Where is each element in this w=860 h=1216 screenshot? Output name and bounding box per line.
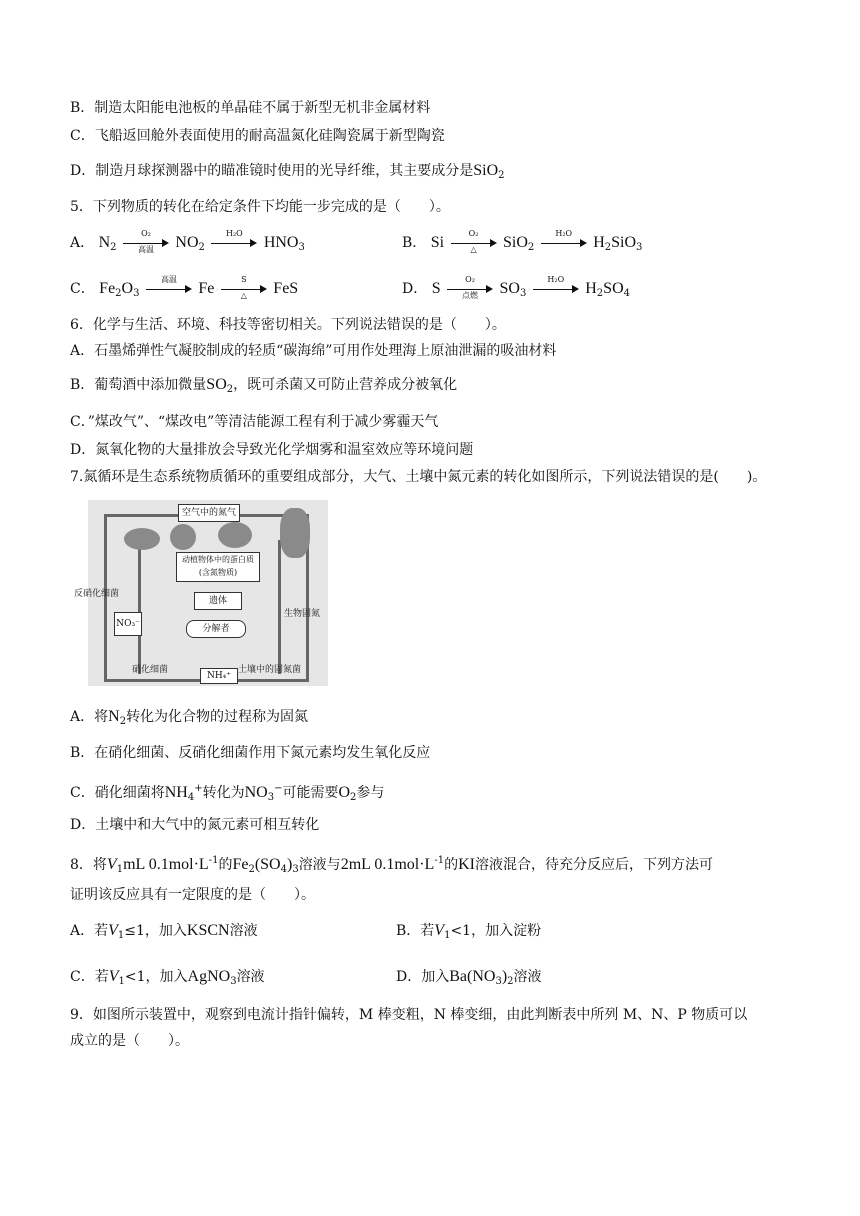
figure-nitrify-label: 硝化细菌 <box>132 665 169 675</box>
q5-option-a: A． $N_2$ O₂ 高温 $NO_2$ H₂O $HNO_3$ <box>70 229 305 254</box>
figure-decomposer-box: 分解者 <box>186 620 246 638</box>
q4-option-d: D．制造月球探测器中的瞄准镜时使用的光导纤维，其主要成分是SiO$_2$ <box>70 162 505 181</box>
q6-option-c: C．”煤改气”、“煤改电”等清洁能源工程有利于减少雾霾天气 <box>70 414 439 430</box>
q6-option-b: B．葡萄酒中添加微量$SO_2$，既可杀菌又可防止营养成分被氧化 <box>70 376 458 395</box>
q6-option-a: A．石墨烯弹性气凝胶制成的轻质“碳海绵”可用作处理海上原油泄漏的吸油材料 <box>70 343 557 359</box>
figure-soil-fix-label: 土壤中的固氮菌 <box>238 665 302 675</box>
figure-bio-fix-label: 生物固氮 <box>284 609 321 619</box>
q7-option-d: D．土壤中和大气中的氮元素可相互转化 <box>70 817 320 833</box>
q5-stem: 5．下列物质的转化在给定条件下均能一步完成的是（ ）。 <box>70 199 450 215</box>
q7-option-a: A．将$N_2$转化为化合物的过程称为固氮 <box>70 708 309 727</box>
figure-denitrify-label: 反硝化细菌 <box>74 589 120 599</box>
reaction-arrow-icon: 高温 <box>146 281 192 297</box>
q4-option-c: C．飞船返回舱外表面使用的耐高温氮化硅陶瓷属于新型陶瓷 <box>70 128 445 144</box>
q8-stem-line2: 证明该反应具有一定限度的是（ ）。 <box>70 887 315 903</box>
figure-nh4-box: NH₄⁺ <box>200 668 238 684</box>
q4-option-b: B．制造太阳能电池板的单晶硅不属于新型无机非金属材料 <box>70 100 431 116</box>
q7-stem: 7.氮循环是生态系统物质循环的重要组成部分，大气、土壤中氮元素的转化如图所示，下列说法错误的是( )。 <box>70 469 767 485</box>
reaction-arrow-icon: O₂ 点燃 <box>447 281 493 297</box>
q7-option-b: B．在硝化细菌、反硝化细菌作用下氮元素均发生氧化反应 <box>70 745 431 761</box>
tree-icon <box>280 508 310 558</box>
figure-remains-box: 遗体 <box>194 592 242 610</box>
plant-icon <box>124 528 160 550</box>
reaction-arrow-icon: H₂O <box>211 235 257 251</box>
q5-option-b: B． Si O₂ △ SiO$_2$ H₂O $H_2SiO_3$ <box>402 229 643 254</box>
reaction-arrow-icon: H₂O <box>533 281 579 297</box>
figure-protein-box: 动植物体中的蛋白质(含氮物质) <box>176 552 260 582</box>
reaction-arrow-icon: O₂ △ <box>451 235 497 251</box>
reaction-arrow-icon: O₂ 高温 <box>123 235 169 251</box>
figure-no3-box: NO₃⁻ <box>114 612 142 636</box>
q6-stem: 6．化学与生活、环境、科技等密切相关。下列说法错误的是（ ）。 <box>70 317 506 333</box>
reaction-arrow-icon: S △ <box>221 281 267 297</box>
reaction-arrow-icon: H₂O <box>541 235 587 251</box>
q7-option-c: C．硝化细菌将$NH_4^+$转化为$NO_3^-$可能需要$O_2$参与 <box>70 783 385 803</box>
nitrogen-cycle-figure <box>74 500 328 686</box>
q5-option-d: D． S O₂ 点燃 $SO_3$ H₂O $H_2SO_4$ <box>402 275 630 300</box>
q8-option-a: A．若$V_1\le 1$，加入KSCN溶液 <box>70 922 258 941</box>
q8-option-d: D．加入$Ba(NO_3)_2$溶液 <box>396 968 542 987</box>
animal-icon <box>170 524 196 550</box>
q6-option-d: D．氮氧化物的大量排放会导致光化学烟雾和温室效应等环境问题 <box>70 442 474 458</box>
q5-option-c: C． $Fe_2O_3$ 高温 Fe S △ FeS <box>70 275 299 300</box>
rabbit-icon <box>218 522 252 548</box>
q8-option-c: C．若$V_1<1$，加入AgNO$_3$溶液 <box>70 968 265 987</box>
figure-air-nitrogen-box: 空气中的氮气 <box>178 504 240 522</box>
q9-stem-line2: 成立的是（ ）。 <box>70 1033 189 1049</box>
q8-option-b: B．若$V_1<1$，加入淀粉 <box>396 922 542 941</box>
q9-stem-line1: 9．如图所示装置中，观察到电流计指针偏转，M 棒变粗，N 棒变细，由此判断表中所列 M、N、P 物质可以 <box>70 1007 748 1023</box>
q8-stem-line1: 8．将$V_1mL$ $0.1mol\cdot L^{-1}$的$Fe_2(SO_4)_3$溶液与2mL $0.1mol\cdot L^{-1}$的KI溶液混合，待充分反应后，下列方法可 <box>70 855 713 875</box>
